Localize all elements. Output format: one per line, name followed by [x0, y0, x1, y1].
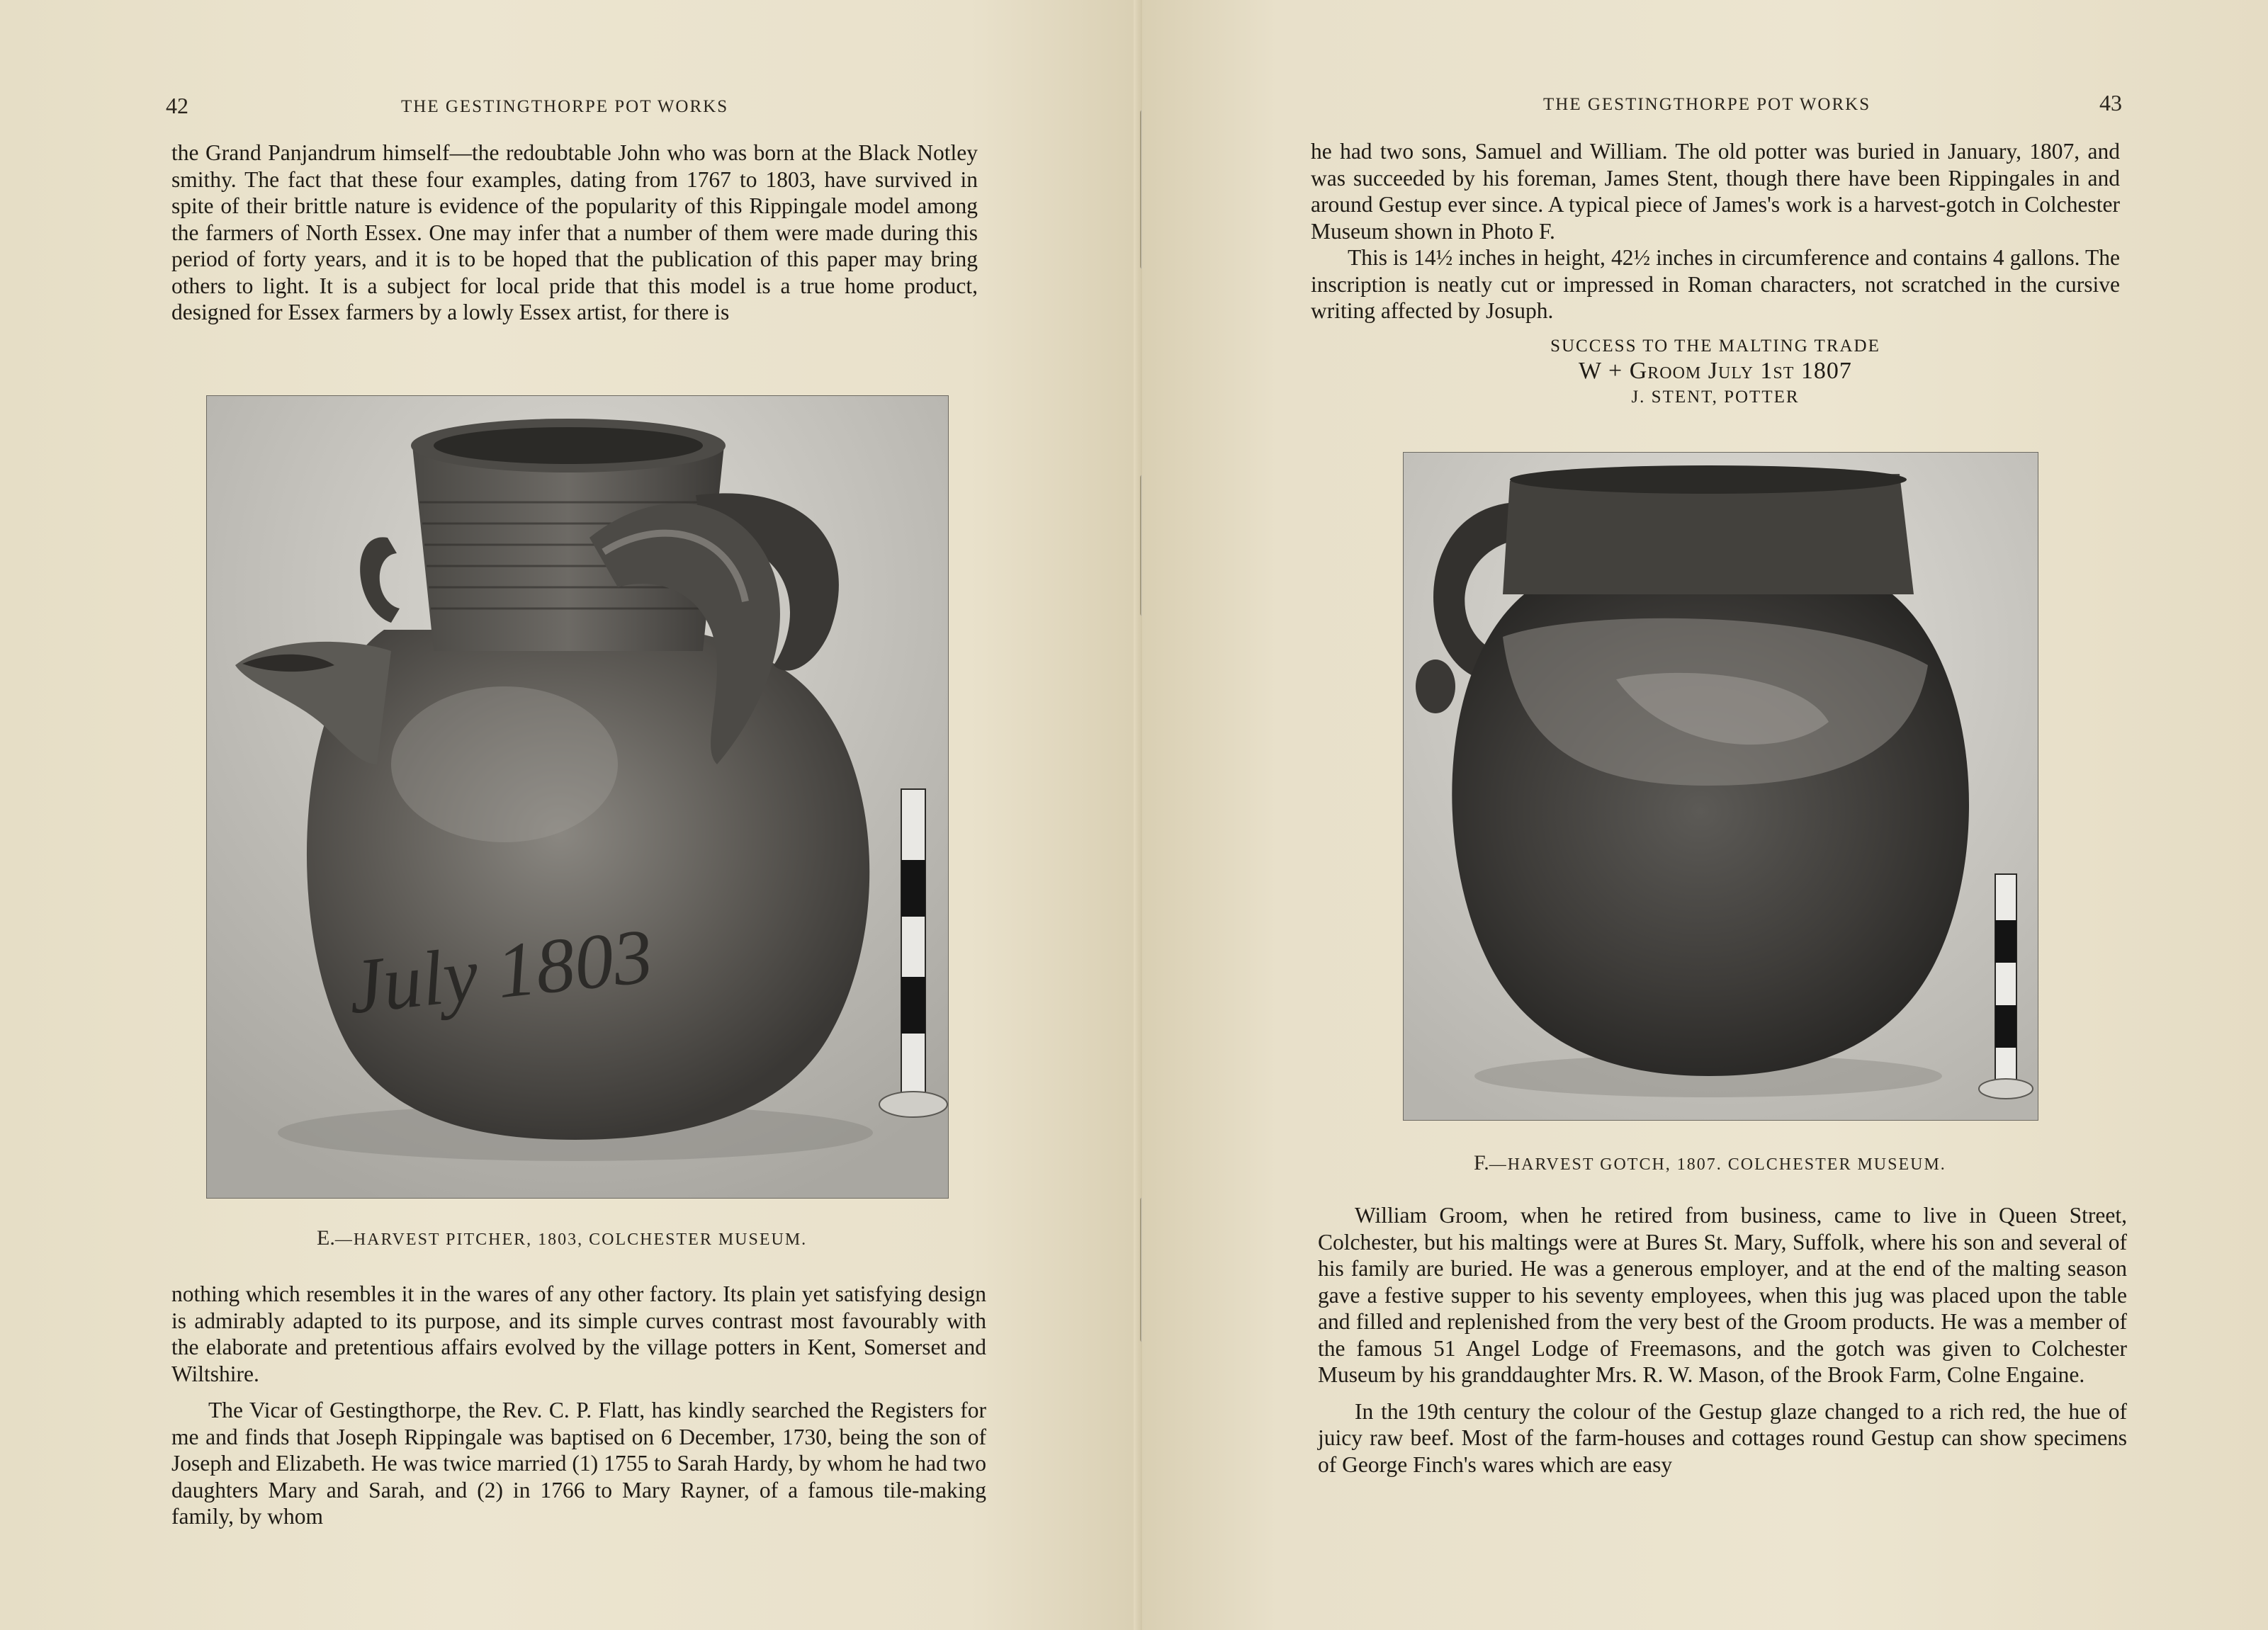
harvest-gotch-image [1404, 453, 2038, 1120]
figure-caption-e [317, 1226, 807, 1250]
caption-letter: E. [317, 1226, 335, 1250]
paragraph: the Grand Panjandrum himself—the redoubtable John who was born at the Black Notley smithy. The fact that these four examples, dating from 1767 to 1803, have survived in spite of their brittle nature is evidence of the popularity of this Rippingale model among the farmers of North Essex. One may infer that a number of them were made during this period of forty years, and it is to be hoped that the publication of this paper may bring others to light. It is a subject for local pride that this model is a true home product, designed for Essex farmers by a lowly Essex artist, for there is [171, 140, 978, 324]
caption-letter: F. [1474, 1151, 1489, 1175]
left-text-bottom [171, 1281, 986, 1530]
gotch-inscription [1311, 336, 2120, 407]
right-page [1142, 0, 2268, 1630]
figure-caption-f [1474, 1151, 1946, 1175]
inscription-line-1: SUCCESS TO THE MALTING TRADE [1550, 336, 1880, 356]
inscription-line-3: J. STENT, POTTER [1631, 387, 1800, 407]
harvest-pitcher-image [207, 396, 948, 1198]
running-head-left: THE GESTINGTHORPE POT WORKS [401, 97, 729, 116]
page-number-left: 42 [166, 93, 188, 118]
paragraph: The Vicar of Gestingthorpe, the Rev. C. P. Flatt, has kindly searched the Registers for me and finds that Joseph Rippingale was baptised on 6 December, 1730, being the son of Joseph and Elizabeth. He was twice married (1) 1755 to Sarah Hardy, by whom he had two daughters Mary and Sarah, and (2) in 1766 to Mary Rayner, of a famous tile-making family, by whom [171, 1398, 986, 1529]
paragraph: In the 19th century the colour of the Gestup glaze changed to a rich red, the hue of juicy raw beef. Most of the farm-houses and cottages round Gestup can show specimens of George Finch's wares which are easy [1318, 1398, 2127, 1477]
photo-harvest-pitcher [206, 395, 949, 1199]
paragraph: nothing which resembles it in the wares of any other factory. Its plain yet satisfying design is admirably adapted to its purpose, and its simple curves contrast most favourably with the elaborate and pretentious affairs evolved by the village potters in Kent, Somerset and Wiltshire. [171, 1281, 986, 1386]
photo-harvest-gotch [1403, 452, 2038, 1121]
caption-text: —HARVEST GOTCH, 1807. COLCHESTER MUSEUM. [1489, 1155, 1946, 1174]
running-head-right: THE GESTINGTHORPE POT WORKS [1543, 95, 1871, 114]
caption-text: —HARVEST PITCHER, 1803, COLCHESTER MUSEUM. [334, 1230, 808, 1249]
right-text-bottom [1318, 1202, 2127, 1478]
inscription-line-2: W + Groom July 1st 1807 [1579, 358, 1852, 384]
page-number-right: 43 [2099, 90, 2122, 115]
jug-inscription: July 1803 [344, 912, 657, 1031]
paragraph: William Groom, when he retired from business, came to live in Queen Street, Colchester, but his maltings were at Bures St. Mary, Suffolk, where his son and several of his family are buried. He was a generous employer, and at the end of the malting season gave a festive supper to his seventy employees, when this jug was placed upon the table and filled and replenished from the very best of the Groom products. He was a member of the famous 51 Angel Lodge of Freemasons, and the gotch was given to Colchester Museum by his granddaughter Mrs. R. W. Mason, of the Brook Farm, Colne Engaine. [1318, 1203, 2127, 1387]
paragraph: This is 14½ inches in height, 42½ inches in circumference and contains 4 gallons. The inscription is neatly cut or impressed in Roman characters, not scratched in the cursive writing affected by Josuph. [1311, 245, 2120, 323]
paragraph: he had two sons, Samuel and William. The old potter was buried in January, 1807, and was succeeded by his foreman, James Stent, though there have been Rippingales in and around Gestup ever since. A typical piece of James's work is a harvest-gotch in Colchester Museum shown in Photo F. [1311, 139, 2120, 244]
left-text-top [171, 140, 978, 326]
right-text-top [1311, 138, 2120, 324]
